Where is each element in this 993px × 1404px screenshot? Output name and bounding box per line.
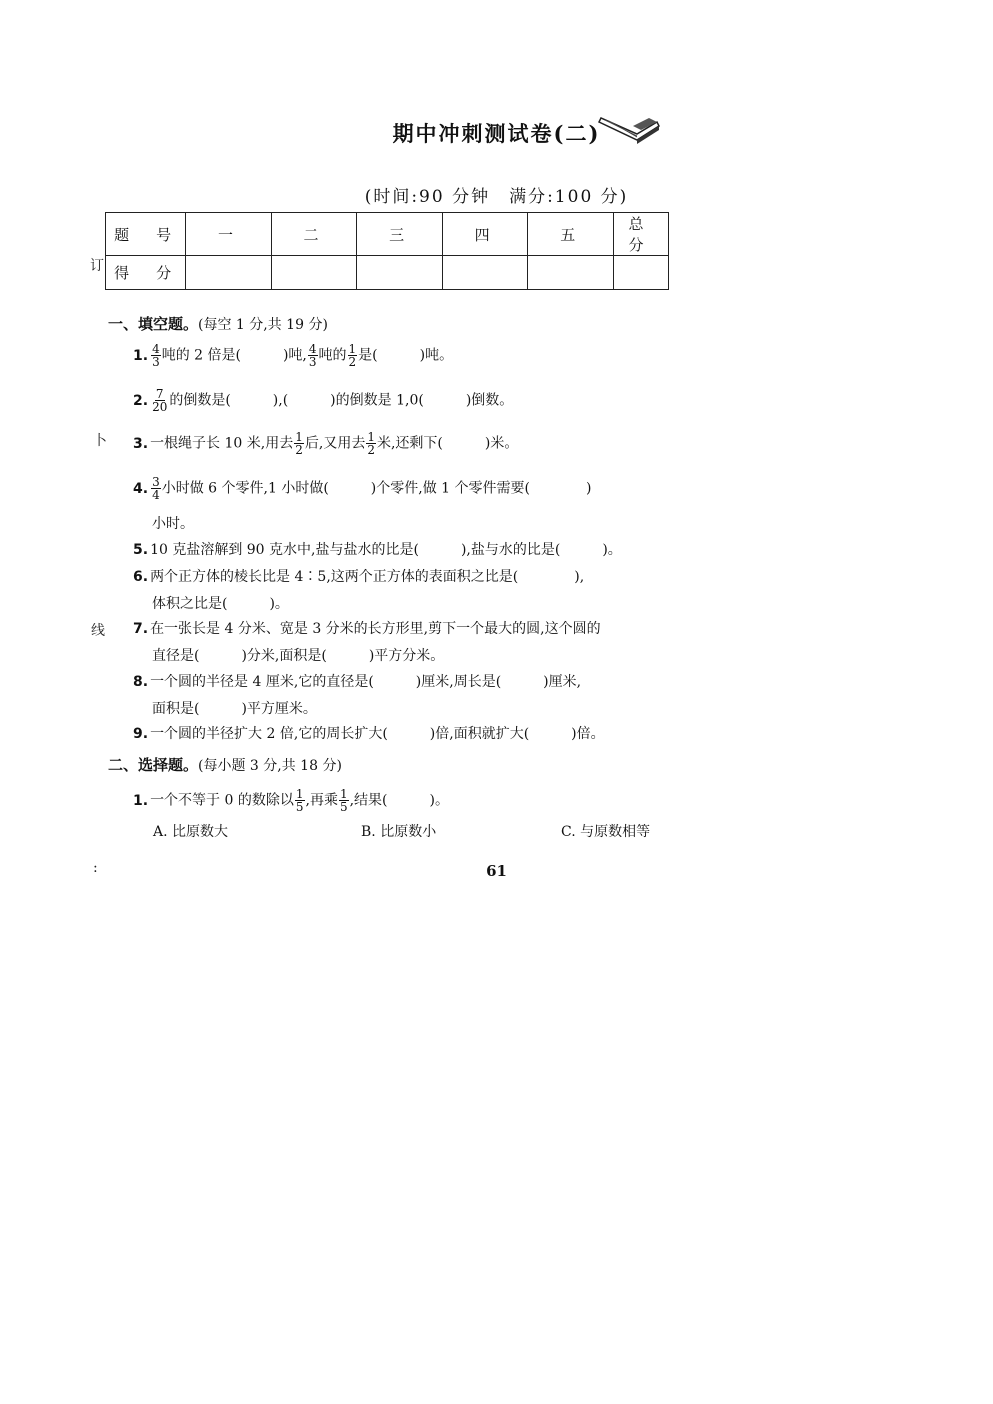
question-2-1 <box>133 788 449 813</box>
question-1-5 <box>133 543 622 558</box>
question-number: 9. <box>133 726 149 742</box>
header-cell: 二 <box>271 213 357 256</box>
header-cell: 一 <box>186 213 272 256</box>
question-text: 两个正方体的棱长比是 4∶5,这两个正方体的表面积之比是( ), <box>150 569 585 585</box>
section-2-note: (每小题 3 分,共 18 分) <box>198 758 342 774</box>
question-text: 是( )吨。 <box>358 347 454 364</box>
book-icon <box>597 112 661 146</box>
fraction <box>339 788 349 813</box>
score-cell[interactable] <box>186 256 272 290</box>
question-text: 一个不等于 0 的数除以 <box>150 792 294 809</box>
fraction-numerator: 1 <box>348 342 357 356</box>
question-text: 10 克盐溶解到 90 克水中,盐与盐水的比是( ),盐与水的比是( )。 <box>150 542 622 558</box>
header-cell: 题 号 <box>106 213 186 256</box>
fraction-numerator: 1 <box>295 787 304 801</box>
question-1-2 <box>133 388 513 413</box>
fraction-numerator: 1 <box>295 430 303 444</box>
fraction-numerator: 3 <box>152 475 160 489</box>
question-text: 在一张长是 4 分米、宽是 3 分米的长方形里,剪下一个最大的圆,这个圆的 <box>150 621 601 637</box>
question-1-8-cont: 面积是( )平方厘米。 <box>152 701 317 717</box>
question-text: 吨的 2 倍是( )吨, <box>161 347 307 364</box>
fraction <box>151 388 168 413</box>
question-number: 1. <box>133 792 149 809</box>
score-label-cell: 得 分 <box>106 256 186 290</box>
option-c[interactable]: C. 与原数相等 <box>561 824 651 840</box>
question-text: 一根绳子长 10 米,用去 <box>150 435 294 452</box>
margin-mark: 卜 <box>93 433 107 449</box>
fraction-numerator: 1 <box>339 787 348 801</box>
question-number: 4. <box>133 480 149 497</box>
fraction <box>348 343 358 368</box>
question-number: 1. <box>133 347 149 364</box>
question-number: 5. <box>133 542 149 558</box>
question-text: 的倒数是( ),( )的倒数是 1,0( )倒数。 <box>169 392 514 409</box>
margin-mark: 订 <box>90 258 104 274</box>
fraction-denominator: 5 <box>295 800 304 814</box>
margin-mark: 线 <box>91 623 105 639</box>
question-number: 8. <box>133 674 149 690</box>
fraction <box>151 343 161 368</box>
fraction-denominator: 3 <box>308 355 317 369</box>
fraction-denominator: 3 <box>152 355 160 369</box>
option-b[interactable]: B. 比原数小 <box>361 824 437 840</box>
page-number: 61 <box>486 862 507 880</box>
page-title: 期中冲刺测试卷(二) <box>392 121 601 146</box>
question-number: 3. <box>133 435 149 452</box>
question-number: 7. <box>133 621 149 637</box>
fraction-numerator: 7 <box>155 387 164 401</box>
question-1-6-cont: 体积之比是( )。 <box>152 596 289 612</box>
fraction-numerator: 4 <box>152 342 160 356</box>
question-1-8 <box>133 675 581 690</box>
fraction-denominator: 20 <box>152 400 168 414</box>
margin-mark: : <box>93 860 98 876</box>
header-cell: 总 分 <box>614 213 669 256</box>
section-2-heading <box>108 754 342 775</box>
question-1-9 <box>133 727 605 742</box>
fraction-denominator: 2 <box>295 443 303 457</box>
question-1-4-cont: 小时。 <box>152 516 194 532</box>
section-1-title: 一、填空题。 <box>108 315 199 333</box>
fraction-denominator: 4 <box>152 488 160 502</box>
fraction-denominator: 2 <box>367 443 375 457</box>
header-cell: 五 <box>528 213 614 256</box>
question-text: 一个圆的半径扩大 2 倍,它的周长扩大( )倍,面积就扩大( )倍。 <box>150 726 605 742</box>
question-text: 后,又用去 <box>304 435 366 452</box>
score-cell[interactable] <box>614 256 669 290</box>
question-number: 2. <box>133 392 149 409</box>
section-1-heading <box>108 313 328 334</box>
score-table <box>105 212 679 290</box>
question-text: 米,还剩下( )米。 <box>376 435 519 452</box>
section-1-note: (每空 1 分,共 19 分) <box>198 317 328 333</box>
header-cell: 四 <box>442 213 528 256</box>
question-1-1 <box>133 343 453 368</box>
fraction-numerator: 1 <box>367 430 375 444</box>
question-text: 吨的 <box>318 347 347 364</box>
score-cell[interactable] <box>528 256 614 290</box>
exam-subtitle: (时间:90 分钟 满分:100 分) <box>364 187 629 207</box>
question-1-4 <box>133 476 591 501</box>
question-1-6 <box>133 570 584 585</box>
fraction-denominator: 5 <box>339 800 348 814</box>
fraction <box>366 431 376 456</box>
fraction-numerator: 4 <box>308 342 317 356</box>
header-cell: 三 <box>357 213 443 256</box>
question-text: 一个圆的半径是 4 厘米,它的直径是( )厘米,周长是( )厘米, <box>150 674 582 690</box>
score-cell[interactable] <box>271 256 357 290</box>
fraction <box>295 788 305 813</box>
score-cell[interactable] <box>357 256 443 290</box>
fraction <box>151 476 161 501</box>
question-1-3 <box>133 431 518 456</box>
question-text: ,再乘 <box>305 792 338 809</box>
question-text: 小时做 6 个零件,1 小时做( )个零件,做 1 个零件需要( ) <box>161 480 592 497</box>
question-number: 6. <box>133 569 149 585</box>
fraction <box>308 343 318 368</box>
fraction <box>294 431 304 456</box>
fraction-denominator: 2 <box>348 355 357 369</box>
option-a[interactable]: A. 比原数大 <box>153 824 229 840</box>
question-text: ,结果( )。 <box>349 792 449 809</box>
question-1-7 <box>133 622 601 637</box>
section-2-title: 二、选择题。 <box>108 756 199 774</box>
score-cell[interactable] <box>442 256 528 290</box>
question-1-7-cont: 直径是( )分米,面积是( )平方分米。 <box>152 648 445 664</box>
